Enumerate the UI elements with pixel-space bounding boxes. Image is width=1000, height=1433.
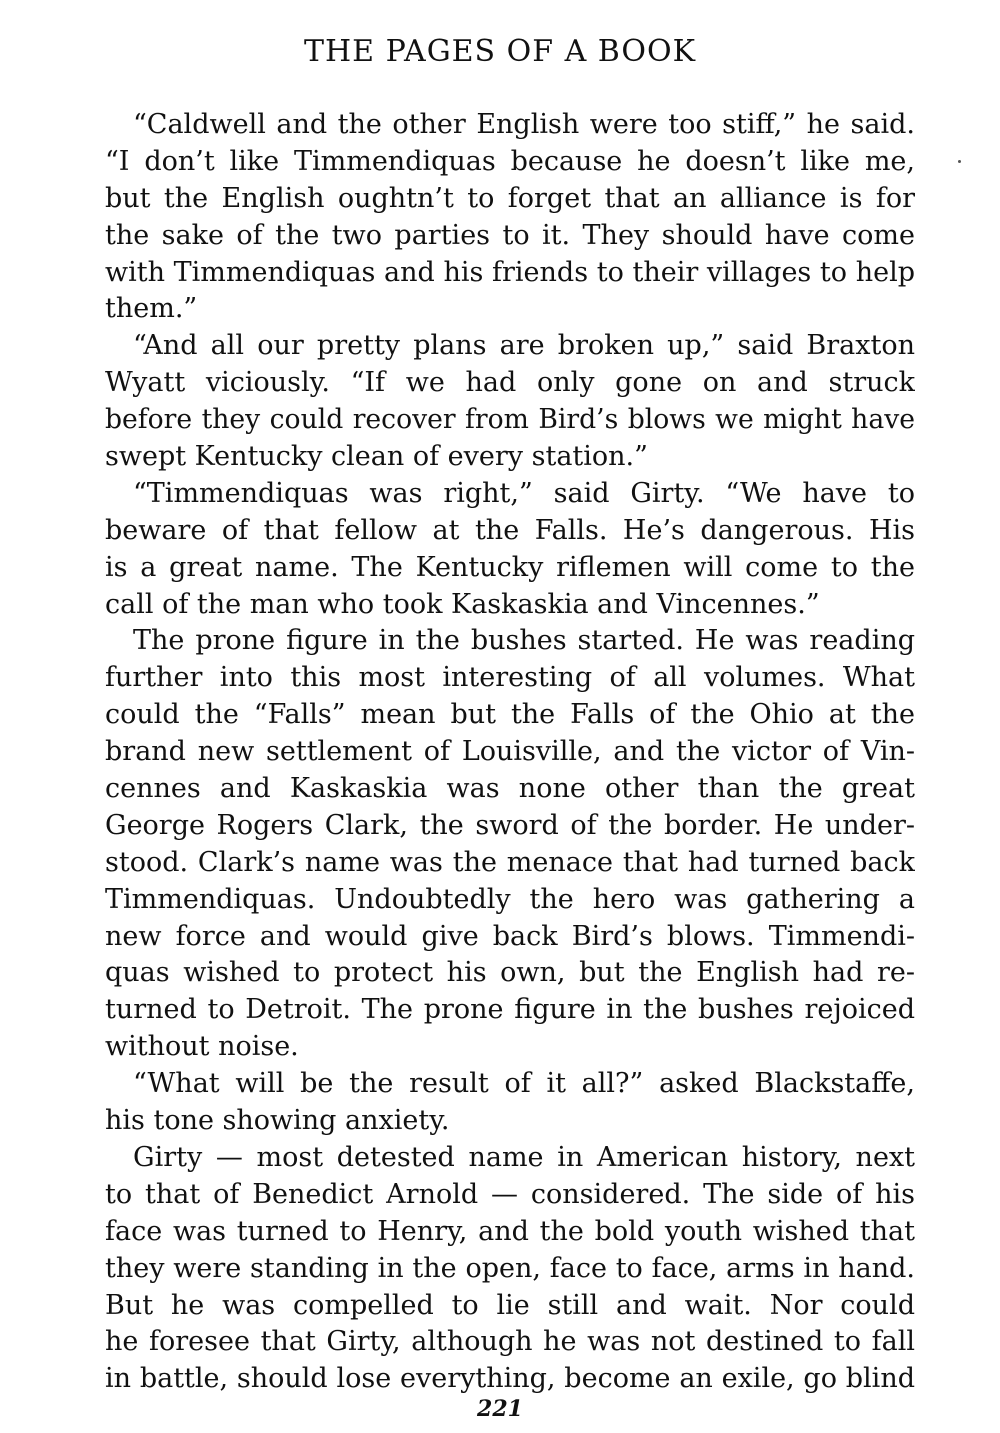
text-line: stood. Clark’s name was the menace that had turned back	[105, 846, 915, 878]
text-line: but the English oughtn’t to forget that an alliance is for	[105, 182, 915, 214]
text-line: turned to Detroit. The prone figure in the bushes rejoiced	[105, 994, 915, 1026]
text-line: he foresee that Girty, although he was not destined to fall	[105, 1326, 915, 1358]
running-head: THE PAGES OF A BOOK	[303, 34, 696, 69]
text-line: call of the man who took Kaskaskia and Vincennes.”	[105, 588, 820, 620]
text-line: them.”	[105, 293, 198, 325]
text-line: “What will be the result of it all?” asked Blackstaffe,	[133, 1068, 915, 1100]
text-line: face was turned to Henry, and the bold youth wished that	[105, 1215, 915, 1247]
text-line: “I don’t like Timmendiquas because he doesn’t like me,	[105, 145, 915, 177]
text-line: could the “Falls” mean but the Falls of the Ohio at the	[105, 699, 915, 731]
text-line: “Caldwell and the other English were too stiff,” he said.	[133, 109, 915, 140]
text-line: to that of Benedict Arnold — considered. The side of his	[105, 1178, 915, 1210]
body-text	[105, 107, 915, 1398]
text-line: is a great name. The Kentucky riflemen will come to the	[105, 551, 915, 583]
text-line: George Rogers Clark, the sword of the border. He under-	[105, 809, 915, 841]
text-line: with Timmendiquas and his friends to their villages to help	[105, 256, 915, 288]
text-line: before they could recover from Bird’s blows we might have	[105, 404, 915, 436]
text-line: without noise.	[105, 1031, 299, 1063]
text-line: the sake of the two parties to it. They should have come	[105, 219, 915, 251]
text-line: in battle, should lose everything, become an exile, go blind	[105, 1363, 915, 1395]
text-line: brand new settlement of Louisville, and the victor of Vin-	[105, 736, 915, 768]
text-line: swept Kentucky clean of every station.”	[105, 441, 648, 473]
text-line: Timmendiquas. Undoubtedly the hero was gathering a	[105, 883, 915, 915]
text-line: his tone showing anxiety.	[105, 1105, 450, 1137]
text-line: The prone figure in the bushes started. He was reading	[133, 625, 915, 657]
text-line: Girty — most detested name in American history, next	[133, 1141, 915, 1173]
text-line: they were standing in the open, face to face, arms in hand.	[105, 1252, 915, 1284]
page-number: 221	[477, 1396, 523, 1422]
text-line: new force and would give back Bird’s blows. Timmendi-	[105, 920, 915, 952]
text-line: But he was compelled to lie still and wait. Nor could	[105, 1289, 915, 1321]
text-line: quas wished to protect his own, but the English had re-	[105, 957, 915, 989]
text-line: “And all our pretty plans are broken up,” said Braxton	[133, 330, 915, 362]
text-line: further into this most interesting of all volumes. What	[105, 662, 915, 694]
text-line: “Timmendiquas was right,” said Girty. “We have to	[133, 477, 915, 509]
text-line: beware of that fellow at the Falls. He’s dangerous. His	[105, 514, 915, 546]
ink-speck	[958, 160, 961, 163]
text-line: cennes and Kaskaskia was none other than the great	[105, 773, 915, 805]
text-line: Wyatt viciously. “If we had only gone on and struck	[105, 367, 915, 399]
